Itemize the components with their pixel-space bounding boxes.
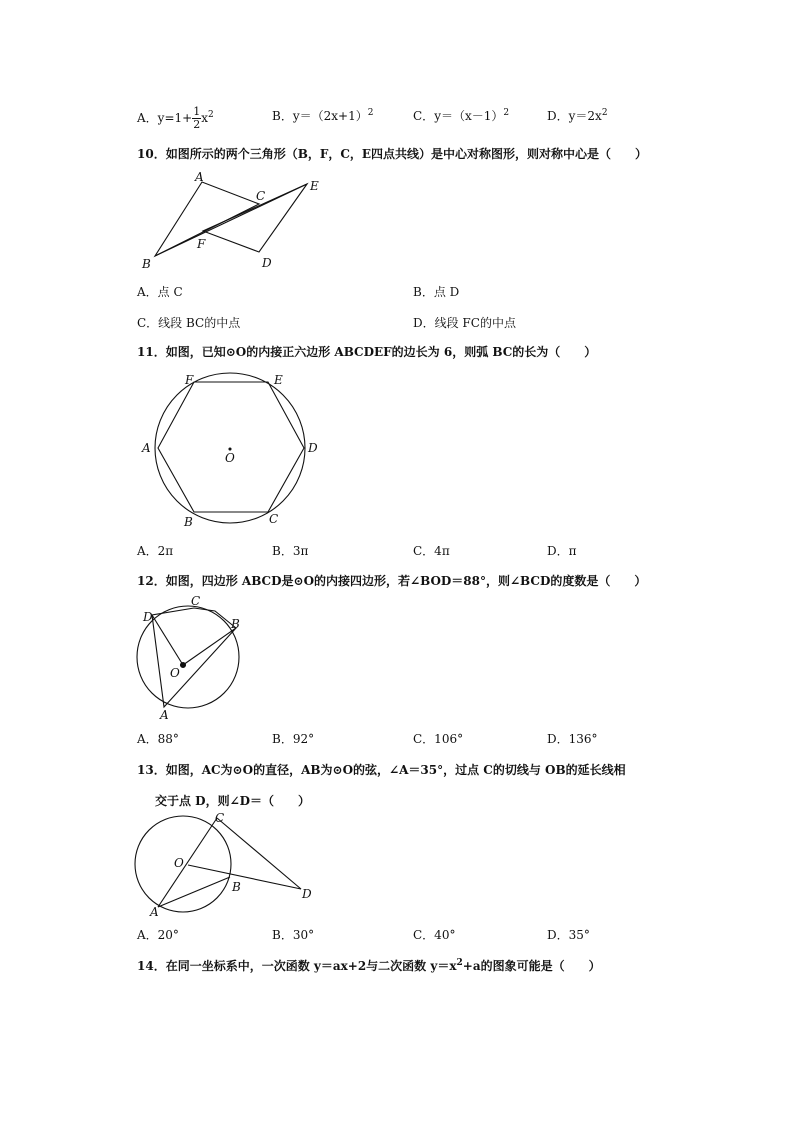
- q10-option-d: D．线段 FC的中点: [413, 316, 516, 330]
- q14-stem-post: +a的图象可能是（ ）: [462, 959, 601, 973]
- q10-label-d: D: [262, 256, 272, 270]
- q13-line-ca: [158, 818, 217, 907]
- q9-option-b-exp: 2: [367, 108, 374, 118]
- q12-label-d: D: [143, 610, 153, 624]
- q9-option-d-letter: D．: [547, 109, 569, 123]
- q12-line-od: [152, 615, 183, 665]
- q12-figure: [133, 590, 253, 723]
- q12-option-d: D．136°: [547, 732, 598, 746]
- q10-label-a: A: [195, 170, 204, 184]
- q14-stem-pre: 14．在同一坐标系中，一次函数 y＝ax+2与二次函数 y＝x: [137, 959, 457, 973]
- q10-label-e: E: [310, 179, 319, 193]
- q11-option-b: B．3π: [272, 544, 309, 558]
- q11-option-d: D．π: [547, 544, 577, 558]
- q9-option-c-letter: C．: [413, 109, 435, 123]
- q12-label-c: C: [191, 594, 201, 608]
- q13-label-c: C: [215, 811, 225, 825]
- q13-label-o: O: [174, 856, 184, 870]
- q10-figure: [135, 168, 335, 273]
- q11-hexagon: [158, 382, 304, 512]
- q11-label-d: D: [308, 441, 318, 455]
- q13-label-a: A: [150, 905, 159, 919]
- q9-option-b-text: y＝（2x+1）: [292, 109, 368, 123]
- q9-option-a-post: x: [201, 111, 208, 125]
- q10-label-c: C: [256, 189, 266, 203]
- q14-stem-exp: 2: [456, 958, 463, 968]
- q10-label-f: F: [197, 237, 206, 251]
- q13-stem-line2: 交于点 D，则∠D＝（ ）: [155, 794, 311, 808]
- q9-option-d: [547, 107, 608, 124]
- q13-option-c: C．40°: [413, 928, 456, 942]
- q11-label-f: F: [185, 373, 194, 387]
- q13-label-b: B: [232, 880, 241, 894]
- q9-fraction: [192, 106, 201, 131]
- q13-label-d: D: [302, 887, 312, 901]
- q13-line-ab: [158, 877, 230, 907]
- q9-option-b-letter: B．: [272, 109, 293, 123]
- q10-option-c: C．线段 BC的中点: [137, 316, 241, 330]
- q12-option-a: A．88°: [137, 732, 179, 746]
- q12-center-point: [181, 663, 186, 668]
- q10-stem: 10．如图所示的两个三角形（B，F，C，E四点共线）是中心对称图形，则对称中心是（ ）: [137, 147, 648, 161]
- q11-label-e: E: [274, 373, 283, 387]
- q11-option-c: C．4π: [413, 544, 450, 558]
- q11-label-b: B: [184, 515, 193, 529]
- q9-option-a-exp: 2: [207, 110, 214, 120]
- q11-figure: [138, 370, 328, 530]
- q9-option-d-exp: 2: [601, 108, 608, 118]
- q11-label-a: A: [142, 441, 151, 455]
- q13-stem-line1: 13．如图，AC为⊙O的直径，AB为⊙O的弦，∠A＝35°，过点 C的切线与 OB的延长线相: [137, 763, 626, 777]
- q10-triangle-abc: [155, 182, 259, 256]
- q10-option-a: A．点 C: [137, 285, 183, 299]
- q12-line-ob: [183, 628, 236, 665]
- q9-option-c: [413, 107, 509, 124]
- q9-option-a: [137, 106, 214, 131]
- q11-label-c: C: [269, 512, 279, 526]
- q9-option-b: [272, 107, 373, 124]
- q10-triangle-edf: [203, 184, 307, 252]
- q12-label-b: B: [231, 617, 240, 631]
- q10-label-b: B: [142, 257, 151, 271]
- q13-figure: [133, 810, 323, 920]
- q9-option-c-text: y＝（x－1）: [434, 109, 504, 123]
- q13-line-od: [188, 865, 301, 889]
- q13-option-d: D．35°: [547, 928, 590, 942]
- q12-stem: 12．如图，四边形 ABCD是⊙O的内接四边形，若∠BOD＝88°，则∠BCD的度数是（ ）: [137, 574, 647, 588]
- q9-fraction-num: 1: [193, 105, 201, 118]
- q12-label-a: A: [160, 708, 169, 722]
- q13-option-a: A．20°: [137, 928, 179, 942]
- q14-stem: [137, 957, 601, 974]
- q10-option-b: B．点 D: [413, 285, 460, 299]
- q9-option-a-pre: y=1+: [157, 111, 193, 125]
- q12-label-o: O: [170, 666, 180, 680]
- q9-option-d-text: y＝2x: [568, 109, 602, 123]
- q12-option-c: C．106°: [413, 732, 464, 746]
- q9-option-a-letter: A．: [137, 111, 158, 125]
- q11-label-o: O: [225, 451, 235, 465]
- q9-fraction-den: 2: [193, 118, 201, 131]
- q11-stem: 11．如图，已知⊙O的内接正六边形 ABCDEF的边长为 6，则弧 BC的长为（ ）: [137, 345, 597, 359]
- q9-option-c-exp: 2: [503, 108, 510, 118]
- q11-center-point: [229, 448, 231, 450]
- q12-option-b: B．92°: [272, 732, 315, 746]
- q11-option-a: A．2π: [137, 544, 174, 558]
- q13-option-b: B．30°: [272, 928, 315, 942]
